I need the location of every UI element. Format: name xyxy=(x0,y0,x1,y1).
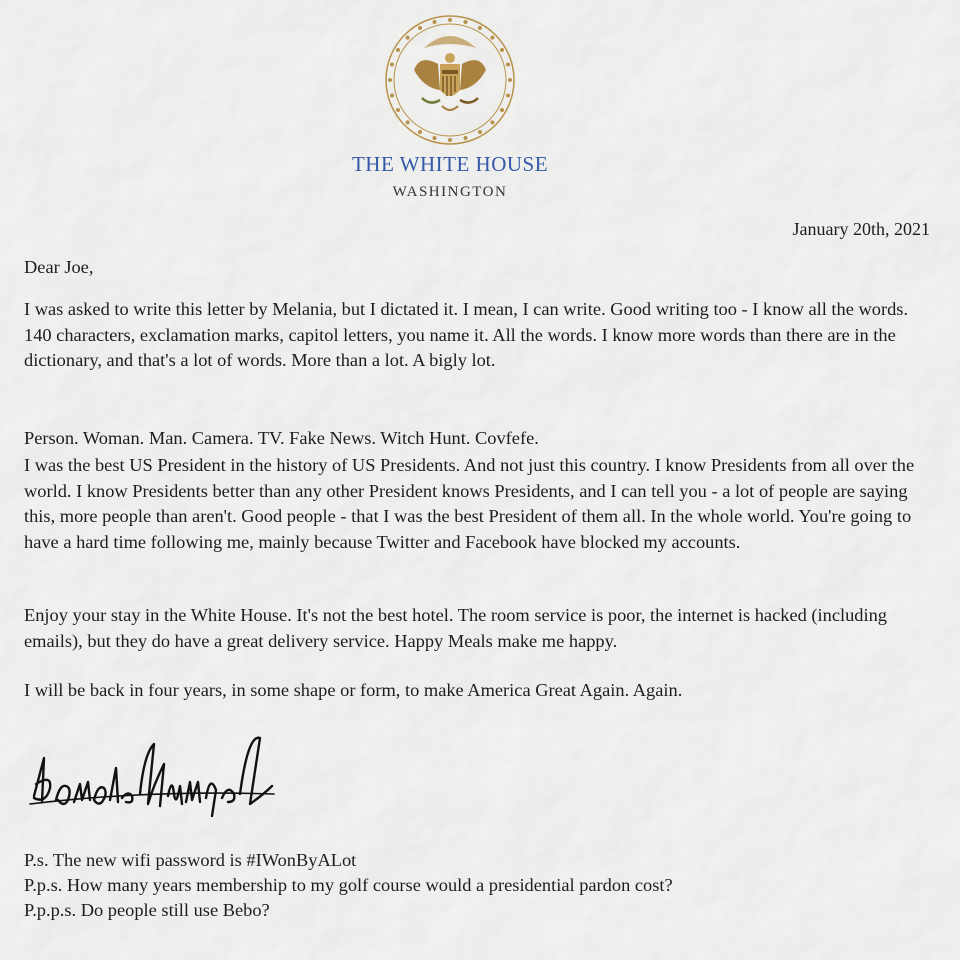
postscript-3: P.p.p.s. Do people still use Bebo? xyxy=(24,900,270,920)
letter-date: January 20th, 2021 xyxy=(792,219,930,239)
salutation: Dear Joe, xyxy=(24,257,94,277)
postscript-2: P.p.s. How many years membership to my golf course would a presidential pardon cost? xyxy=(24,875,673,895)
paragraph-5: I will be back in four years, in some shape or form, to make America Great Again. Again. xyxy=(24,680,683,700)
paragraph-2: Person. Woman. Man. Camera. TV. Fake News. Witch Hunt. Covfefe. xyxy=(24,428,539,448)
postscript-1: P.s. The new wifi password is #IWonByALot xyxy=(24,850,357,870)
signature-icon xyxy=(24,724,286,834)
letterhead-title: THE WHITE HOUSE xyxy=(351,152,549,176)
presidential-seal-icon xyxy=(384,14,516,146)
paragraph-1: I was asked to write this letter by Melania, but I dictated it. I mean, I can write. Good writing too - I know all the words. 140 characters, exclamation marks, capitol letters, you name it. All the words. I know more words than there are in the dictionary, and that's a lot of words. More than a lot. A bigly lot. xyxy=(24,299,909,371)
letterhead-subtitle: WASHINGTON xyxy=(392,184,508,200)
paragraph-4: Enjoy your stay in the White House. It's not the best hotel. The room service is poor, the internet is hacked (including emails), but they do have a great delivery service. Happy Meals make me happy. xyxy=(24,605,888,651)
paragraph-3: I was the best US President in the history of US Presidents. And not just this country. I know Presidents from all over the world. I know Presidents better than any other President knows Presidents, and I can tell you - a lot of people are saying this, more people than aren't. Good people - that I was the best President of them all. In the whole world. You're going to have a hard time following me, mainly because Twitter and Facebook have blocked my accounts. xyxy=(24,455,915,552)
